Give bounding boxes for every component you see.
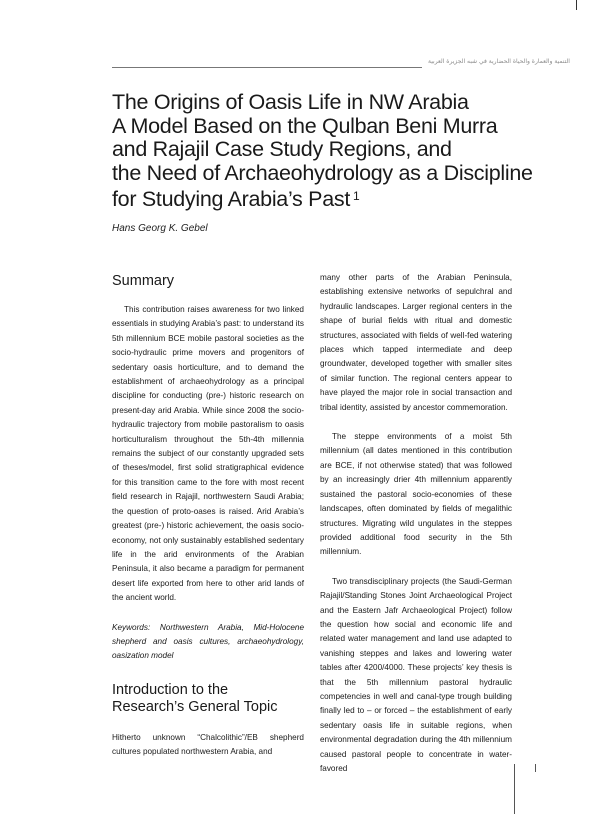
- summary-heading: Summary: [112, 273, 175, 289]
- left-column: [112, 270, 304, 760]
- summary-paragraph: This contribution raises awareness for two linked essentials in studying Arabia’s past: to understand its 5th millennium BCE mobile pastoral societies as the socio-hydraulic prime movers and progenitors of sedentary oasis horticulture, and to demand the establishment of archaeohydrology as a principal discipline for conducting (pre-) historic research on present-day arid Arabia. While since 2008 the socio-hydraulic trajectory from mobile pastoralism to oasis horticulturalism throughout the 5th-4th millennia remains the subject of our constantly upgraded sets of theses/model, first solid stratigraphical evidence for this transition came to the fore with most recent field research in Rajajil, northwestern Saudi Arabia; the question of proto-oases is raised. Arid Arabia’s greatest (pre-) historic achievement, the oasis socio-economy, not only sustainably established sedentary life in the arid environments of the Arabian Peninsula, it also became a paradigm for permanent desert life exported from here to other arid lands of the ancient world.: [112, 305, 304, 603]
- title-line-1: The Origins of Oasis Life in NW Arabia: [112, 90, 469, 114]
- bottom-rule: [514, 764, 515, 814]
- right-paragraph-2: The steppe environments of a moist 5th millennium (all dates mentioned in this contribution are BCE, if not otherwise stated) that was followed by an increasingly drier 4th millennium apparently sustained the pastoral socio-economies of these landscapes, often dominated by fields of megalithic structures. Migrating wild ungulates in the steppes provided additional food security in the 5th millennium.: [320, 432, 512, 557]
- author-name: Hans Georg K. Gebel: [112, 223, 208, 234]
- footnote-mark: 1: [353, 189, 360, 203]
- header-rule: [112, 67, 422, 68]
- keywords: Keywords: Northwestern Arabia, Mid-Holocene shepherd and oasis cultures, archaeohydrology, oasization model: [112, 622, 304, 661]
- paragraph-gap: [320, 560, 512, 575]
- title-line-5-text: for Studying Arabia’s Past: [112, 187, 351, 211]
- running-head: التنمية والعمارة والحياة الحضارية في شبه الجزيرة العربية: [428, 58, 570, 65]
- intro-paragraph: Hitherto unknown “Chalcolithic”/EB shepherd cultures populated northwestern Arabia, and: [112, 732, 304, 757]
- article-title: [112, 91, 542, 212]
- intro-heading: Introduction to the Research’s General Topic: [112, 681, 278, 715]
- page-corner-mark: [576, 0, 577, 10]
- right-paragraph-3: Two transdisciplinary projects (the Saudi-German Rajajil/Standing Stones Joint Archaeological Project and the Eastern Jafr Archaeological Project) follow the question how social and economic life and related water management and land use adapted to vanishing steppes and lakes and lowering water tables after 4200/4000. These projects’ key thesis is that the 5th millennium pastoral hydraulic competencies in well and canal-type trough building finally led to – or forced – the establishment of early sedentary oasis life in suitable regions, when environmental degradation during the 4th millennium caused pastoral people to concentrate in water-favored: [320, 576, 512, 773]
- title-line-2: A Model Based on the Qulban Beni Murra: [112, 113, 498, 138]
- title-line-3: and Rajajil Case Study Regions, and: [112, 137, 452, 161]
- bottom-tick: [535, 764, 536, 772]
- title-line-5: [112, 185, 542, 212]
- right-paragraph-1: many other parts of the Arabian Peninsula, establishing extensive networks of sepulchral and hydraulic landscapes. Larger regional centers in the shape of burial fields with ritual and domestic structures, associated with fields of well-fed watering places which tapped intermediate and deep groundwater, developed together with smaller sites of similar function. The regional centers appear to have played the major role in social transaction and tribal identity, assisted by ancestor commemoration.: [320, 273, 512, 412]
- paragraph-gap: [320, 415, 512, 430]
- title-line-4: the Need of Archaeohydrology as a Discipline: [112, 160, 533, 185]
- right-column: [320, 271, 512, 776]
